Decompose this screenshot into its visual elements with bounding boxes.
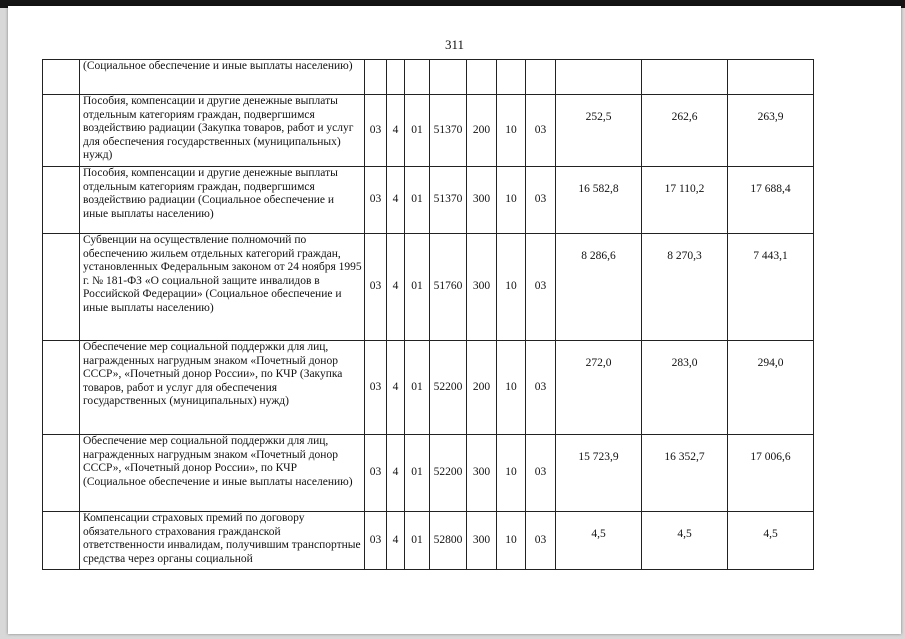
amount-year-2: 283,0	[642, 341, 728, 435]
amount-year-2: 16 352,7	[642, 435, 728, 512]
amount-year-2: 262,6	[642, 95, 728, 167]
amount-year-3	[728, 60, 814, 95]
code-section: 10	[497, 95, 526, 167]
amount-year-3: 294,0	[728, 341, 814, 435]
code-direction: 52200	[430, 341, 467, 435]
code-expense-type: 200	[467, 95, 497, 167]
code-admin: 03	[365, 341, 387, 435]
code-program: 4	[387, 167, 405, 234]
row-description: Обеспечение мер социальной поддержки для лиц, награжденных нагрудным знаком «Почетный донор СССР», «Почетный донор России», по КЧР (Закупка товаров, работ и услуг для обеспечения государственных (муниципальных) нужд)	[80, 341, 365, 435]
code-direction: 51370	[430, 95, 467, 167]
amount-year-1	[556, 60, 642, 95]
row-number-cell	[43, 435, 80, 512]
amount-year-3: 7 443,1	[728, 234, 814, 341]
code-admin: 03	[365, 167, 387, 234]
code-subprogram	[405, 60, 430, 95]
table-row	[43, 95, 814, 167]
code-program	[387, 60, 405, 95]
code-subprogram: 01	[405, 234, 430, 341]
code-direction: 51370	[430, 167, 467, 234]
code-section	[497, 60, 526, 95]
amount-year-3: 17 006,6	[728, 435, 814, 512]
amount-year-2: 4,5	[642, 512, 728, 570]
table-row	[43, 341, 814, 435]
row-number-cell	[43, 167, 80, 234]
row-description: Обеспечение мер социальной поддержки для лиц, награжденных нагрудным знаком «Почетный донор СССР», «Почетный донор России», по КЧР (Социальное обеспечение и иные выплаты населению)	[80, 435, 365, 512]
code-subprogram: 01	[405, 512, 430, 570]
amount-year-1: 252,5	[556, 95, 642, 167]
amount-year-1: 8 286,6	[556, 234, 642, 341]
table-row	[43, 60, 814, 95]
code-expense-type: 300	[467, 167, 497, 234]
amount-year-3: 263,9	[728, 95, 814, 167]
code-section: 10	[497, 341, 526, 435]
code-section: 10	[497, 512, 526, 570]
code-program: 4	[387, 234, 405, 341]
row-description: (Социальное обеспечение и иные выплаты населению)	[80, 60, 365, 95]
row-description: Субвенции на осуществление полномочий по обеспечению жильем отдельных категорий граждан, установленных Федеральным законом от 24 ноября 1995 г. № 181-ФЗ «О социальной защите инвалидов в Российской Федерации» (Социальное обеспечение и иные выплаты населению)	[80, 234, 365, 341]
code-subsection	[526, 60, 556, 95]
row-description: Компенсации страховых премий по договору обязательного страхования гражданской ответственности инвалидам, получившим транспортные средства через органы социальной	[80, 512, 365, 570]
code-expense-type: 300	[467, 512, 497, 570]
code-section: 10	[497, 167, 526, 234]
row-number-cell	[43, 341, 80, 435]
code-subsection: 03	[526, 512, 556, 570]
code-admin: 03	[365, 435, 387, 512]
code-subprogram: 01	[405, 167, 430, 234]
row-description: Пособия, компенсации и другие денежные выплаты отдельным категориям граждан, подвергшимся воздействию радиации (Социальное обеспечение и иные выплаты населению)	[80, 167, 365, 234]
code-admin: 03	[365, 234, 387, 341]
document-page	[8, 6, 901, 634]
table-row	[43, 512, 814, 570]
code-section: 10	[497, 435, 526, 512]
code-expense-type: 300	[467, 234, 497, 341]
table-row	[43, 234, 814, 341]
code-subsection: 03	[526, 435, 556, 512]
code-direction: 52800	[430, 512, 467, 570]
amount-year-3: 17 688,4	[728, 167, 814, 234]
budget-table	[42, 59, 814, 570]
code-program: 4	[387, 435, 405, 512]
amount-year-3: 4,5	[728, 512, 814, 570]
amount-year-1: 15 723,9	[556, 435, 642, 512]
code-program: 4	[387, 512, 405, 570]
code-subprogram: 01	[405, 95, 430, 167]
code-admin	[365, 60, 387, 95]
amount-year-1: 4,5	[556, 512, 642, 570]
code-subsection: 03	[526, 95, 556, 167]
code-direction: 51760	[430, 234, 467, 341]
table-row	[43, 167, 814, 234]
code-expense-type	[467, 60, 497, 95]
page-number: 311	[444, 37, 465, 52]
code-subsection: 03	[526, 341, 556, 435]
code-admin: 03	[365, 95, 387, 167]
code-expense-type: 200	[467, 341, 497, 435]
code-subsection: 03	[526, 167, 556, 234]
row-number-cell	[43, 95, 80, 167]
code-expense-type: 300	[467, 435, 497, 512]
amount-year-2: 8 270,3	[642, 234, 728, 341]
code-program: 4	[387, 95, 405, 167]
code-section: 10	[497, 234, 526, 341]
code-direction	[430, 60, 467, 95]
table-row	[43, 435, 814, 512]
code-subprogram: 01	[405, 435, 430, 512]
row-number-cell	[43, 512, 80, 570]
amount-year-1: 272,0	[556, 341, 642, 435]
code-admin: 03	[365, 512, 387, 570]
code-direction: 52200	[430, 435, 467, 512]
amount-year-1: 16 582,8	[556, 167, 642, 234]
code-subprogram: 01	[405, 341, 430, 435]
table-body	[43, 60, 814, 570]
row-number-cell	[43, 60, 80, 95]
code-program: 4	[387, 341, 405, 435]
amount-year-2: 17 110,2	[642, 167, 728, 234]
row-description: Пособия, компенсации и другие денежные выплаты отдельным категориям граждан, подвергшимся воздействию радиации (Закупка товаров, работ и услуг для обеспечения государственных (муниципальных) нужд)	[80, 95, 365, 167]
row-number-cell	[43, 234, 80, 341]
code-subsection: 03	[526, 234, 556, 341]
amount-year-2	[642, 60, 728, 95]
